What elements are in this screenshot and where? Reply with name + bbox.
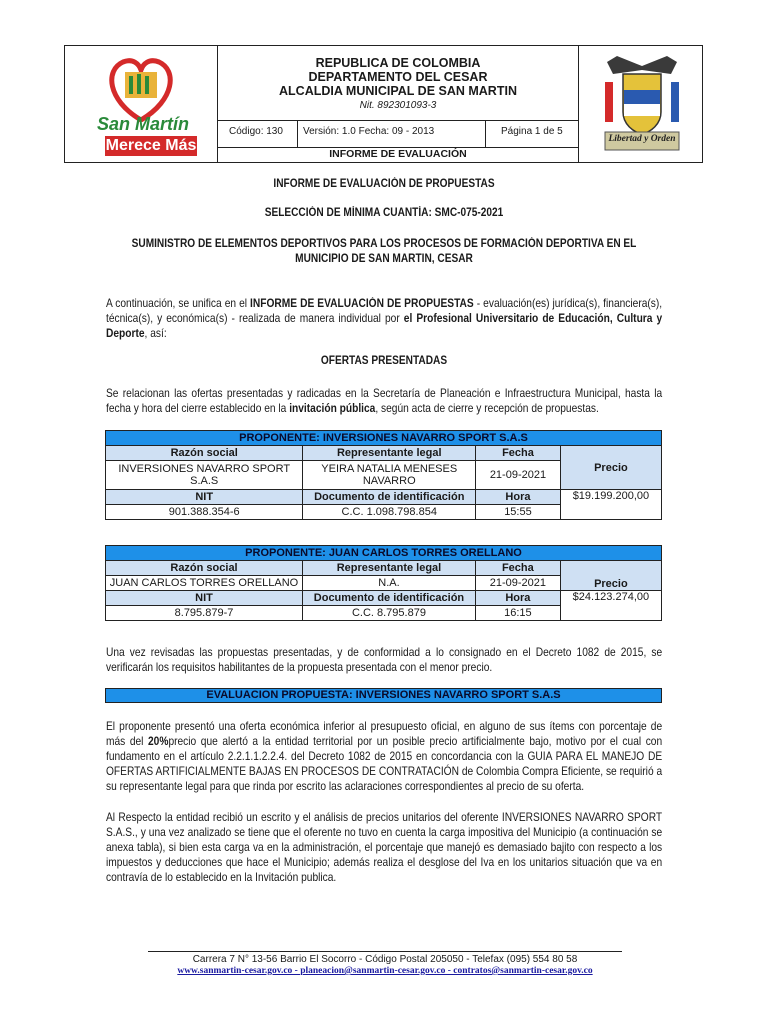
proponente-1-hora: 15:55 xyxy=(476,505,561,520)
footer-address: Carrera 7 N° 13-56 Barrio El Socorro - Código Postal 205050 - Telefax (095) 554 80 58 xyxy=(192,954,578,965)
label-nit: NIT xyxy=(106,490,303,505)
title-suministro-1: SUMINISTRO DE ELEMENTOS DEPORTIVOS PARA LOS PROCESOS DE FORMACIÓN DEPORTIVA EN EL xyxy=(131,238,637,250)
intro-text: , así: xyxy=(144,327,167,340)
header-informe: INFORME DE EVALUACIÓN xyxy=(329,148,467,160)
colombia-coat-of-arms xyxy=(587,52,697,156)
label-fecha: Fecha xyxy=(475,561,560,576)
proponente-1-fecha: 21-09-2021 xyxy=(476,461,561,490)
label-representante: Representante legal xyxy=(303,446,476,461)
header-version: Versión: 1.0 Fecha: 09 - 2013 xyxy=(303,126,435,137)
title-suministro-2: MUNICIPIO DE SAN MARTIN, CESAR xyxy=(295,253,473,265)
title-informe: INFORME DE EVALUACIÓN DE PROPUESTAS xyxy=(273,178,495,190)
header-nit: Nit. 892301093-3 xyxy=(359,100,437,111)
logo-text-merece-mas: Merece Más xyxy=(105,137,197,154)
proponente-1-nit: 901.388.354-6 xyxy=(106,505,303,520)
proponente-1-documento: C.C. 1.098.798.854 xyxy=(303,505,476,520)
footer-rule xyxy=(148,951,622,952)
label-hora: Hora xyxy=(476,490,561,505)
label-razon: Razón social xyxy=(106,446,303,461)
proponente-2-title: PROPONENTE: JUAN CARLOS TORRES ORELLANO xyxy=(106,546,662,561)
label-razon: Razón social xyxy=(106,561,303,576)
evaluacion-title xyxy=(105,688,662,703)
ofertas-paragraph xyxy=(106,386,662,416)
revision-paragraph: Una vez revisadas las propuestas presentadas, y de conformidad a lo consignado en el Decreto 1082 de 2015, se verificarán los requisitos habilitantes de la propuesta presentada con el menor precio. xyxy=(106,646,663,674)
eval-text: El proponente presentó una oferta económica inferior al presupuesto oficial, en alguno de sus ítems con porcentaje de más del xyxy=(106,720,663,748)
label-fecha: Fecha xyxy=(476,446,561,461)
ofertas-text: Se relacionan las ofertas presentadas y radicadas en la Secretaría de Planeación e Infraestructura Municipal, hasta la fecha y hora del cierre establecido en la xyxy=(106,387,663,415)
label-nit: NIT xyxy=(106,591,303,606)
proponente-2-hora: 16:15 xyxy=(475,606,560,621)
header-cell-divider xyxy=(485,120,486,147)
shield-caption: Libertad y Orden xyxy=(608,134,676,144)
label-documento: Documento de identificación xyxy=(303,490,476,505)
label-representante: Representante legal xyxy=(303,561,476,576)
evaluacion-paragraph-1 xyxy=(106,719,662,794)
proponente-2-precio: $24.123.274,00 xyxy=(560,591,661,621)
footer-links[interactable]: www.sanmartin-cesar.gov.co - planeacion@sanmartin-cesar.gov.co - contratos@sanmartin-cesar.gov.co xyxy=(177,966,593,976)
header-divider-right xyxy=(578,46,579,162)
proponente-1-precio: $19.199.200,00 xyxy=(560,490,661,520)
evaluacion-title-text: EVALUACION PROPUESTA: INVERSIONES NAVARRO SPORT S.A.S xyxy=(206,689,561,701)
header-republica: REPUBLICA DE COLOMBIA xyxy=(315,56,481,70)
label-hora: Hora xyxy=(475,591,560,606)
proponente-2-table xyxy=(105,545,662,621)
label-documento: Documento de identificación xyxy=(303,591,476,606)
eval-bold: 20% xyxy=(148,735,169,748)
header-departamento: DEPARTAMENTO DEL CESAR xyxy=(308,70,488,84)
document-header xyxy=(64,45,703,163)
proponente-1-title: PROPONENTE: INVERSIONES NAVARRO SPORT S.A.S xyxy=(106,431,662,446)
proponente-1-razon: INVERSIONES NAVARRO SPORT S.A.S xyxy=(106,461,303,490)
proponente-2-nit: 8.795.879-7 xyxy=(106,606,303,621)
intro-bold: el Profesional Universitario de Educación, Cultura y Deporte xyxy=(106,312,663,340)
logo-text-san-martin: San Martín xyxy=(96,114,189,134)
evaluacion-paragraph-2: Al Respecto la entidad recibió un escrito y el análisis de precios unitarios del oferente INVERSIONES NAVARRO SPORT S.A.S., y una vez analizado se tiene que el oferente no tuvo en cuenta la carga impositiva del Municipio (a continuación se anexa tabla), si bien esta carga va en la administración, el porcentaje que manejó es demasiado bajito con respecto a los impuestos y deducciones que hace el Municipio; además realiza el desglose del Iva en los unitarios situación que va en contravía de lo establecido en la Invitación publica. xyxy=(106,811,663,884)
header-alcaldia: ALCALDIA MUNICIPAL DE SAN MARTIN xyxy=(279,84,517,98)
proponente-2-razon: JUAN CARLOS TORRES ORELLANO xyxy=(106,576,303,591)
proponente-1-representante: YEIRA NATALIA MENESES NAVARRO xyxy=(303,461,476,490)
header-codigo: Código: 130 xyxy=(229,126,283,137)
intro-paragraph xyxy=(106,296,662,341)
eval-text: precio que alertó a la entidad territorial por un posible precio artificialmente bajo, motivo por el cual con fundamento en el artículo 2.2.1.1.2.2.4. del Decreto 1082 de 2015 en concordancia con la GUIA PARA EL MANEJO DE OFERTAS ARTIFICIALMENTE BAJAS EN PROCESOS DE CONTRATACIÓN de Colombia Compra Eficiente, se requirió a su representante legal para que rinda por escrito las aclaraciones correspondientes al precio de su oferta. xyxy=(106,735,663,793)
ofertas-title: OFERTAS PRESENTADAS xyxy=(320,355,448,367)
proponente-2-representante: N.A. xyxy=(303,576,476,591)
proponente-2-fecha: 21-09-2021 xyxy=(475,576,560,591)
header-pagina: Página 1 de 5 xyxy=(501,126,563,137)
label-precio: Precio xyxy=(560,561,661,591)
ofertas-bold: invitación pública xyxy=(289,402,376,415)
proponente-2-documento: C.C. 8.795.879 xyxy=(303,606,476,621)
san-martin-logo xyxy=(67,50,215,158)
header-cell-divider xyxy=(297,120,298,147)
ofertas-text: , según acta de cierre y recepción de propuestas. xyxy=(375,402,599,415)
header-rule xyxy=(218,120,578,121)
intro-text: - evaluación(es) jurídica(s), financiera(s), técnica(s), y económica(s) - realizada de manera individual por xyxy=(106,297,663,325)
proponente-1-table xyxy=(105,430,662,520)
label-precio: Precio xyxy=(560,446,661,490)
title-seleccion: SELECCIÓN DE MÍNIMA CUANTÍA: SMC-075-2021 xyxy=(264,207,504,219)
intro-text: A continuación, se unifica en el xyxy=(106,297,251,310)
intro-bold: INFORME DE EVALUACIÓN DE PROPUESTAS xyxy=(250,297,474,310)
